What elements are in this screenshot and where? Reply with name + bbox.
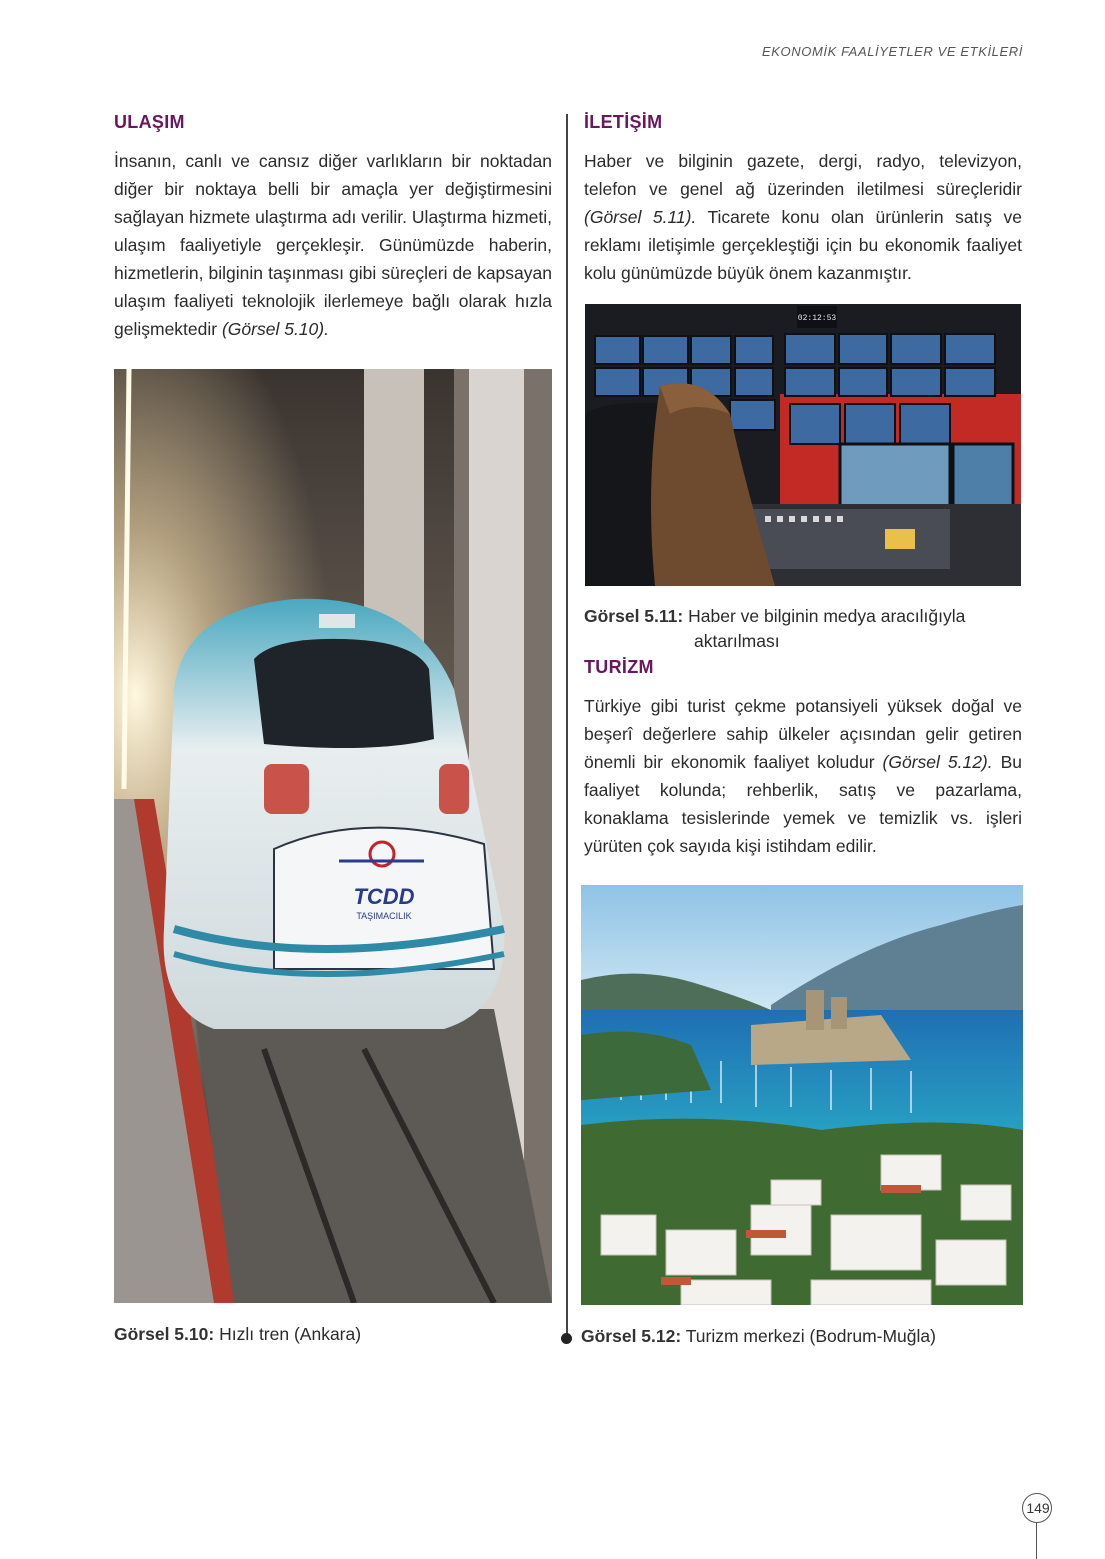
turizm-paragraph: Türkiye gibi turist çekme potansiyeli yüksek doğal ve beşerî değerlere sahip ülkeler açısından gelir getiren önemli bir ekonomik faaliyet koludur (Görsel 5.12). Bu faaliyet kolunda; rehberlik, satış ve pazarlama, konaklama tesislerinde yemek ve temizlik vs. işleri yürüten çok sayıda kişi istihdam edilir. [584,696,1022,856]
section-heading-turizm: TURİZM [584,657,654,677]
figure-reference: (Görsel 5.11). [584,207,697,227]
caption-text: Hızlı tren (Ankara) [219,1324,362,1344]
divider-dot [561,1333,572,1344]
train-photo [114,369,552,1303]
caption-label: Görsel 5.11: [584,606,684,626]
section-heading-ulasim: ULAŞIM [114,112,185,132]
right-column-top [584,112,1022,287]
figure-reference: (Görsel 5.12). [882,752,993,772]
bodrum-photo [581,885,1023,1305]
page-number-badge [1022,1493,1052,1523]
left-column [114,112,552,343]
caption-text: Turizm merkezi (Bodrum-Muğla) [685,1326,936,1346]
running-header: EKONOMİK FAALİYETLER VE ETKİLERİ [762,44,1023,59]
section-heading-iletisim: İLETİŞİM [584,112,663,132]
control-room-photo [585,304,1021,586]
figure-reference: (Görsel 5.10). [221,319,329,339]
caption-text-line-1: Haber ve bilginin medya aracılığıyla [688,606,966,626]
page-number-line [1036,1522,1037,1559]
tcdd-logo-subtitle: TAŞIMACILIK [356,911,412,921]
caption-label: Görsel 5.10: [114,1324,215,1344]
screen-clock: 02:12:53 [797,314,837,323]
caption-gorsel-5-12 [581,1324,936,1349]
caption-text-line-2: aktarılması [694,631,780,651]
caption-gorsel-5-10 [114,1322,361,1347]
iletisim-paragraph: Haber ve bilginin gazete, dergi, radyo, televizyon, telefon ve genel ağ üzerinden iletilmesi süreçleridir (Görsel 5.11). Ticarete konu olan ürünlerin satış ve reklamı iletişimle gerçekleştiği için bu ekonomik faaliyet kolu günümüzde büyük önem kazanmıştır. [584,151,1023,283]
right-column-bottom [584,657,1022,860]
caption-label: Görsel 5.12: [581,1326,682,1346]
caption-gorsel-5-11 [584,604,1024,654]
tcdd-logo-text: TCDD [353,884,415,909]
page-number: 149 [1026,1500,1050,1516]
column-divider [566,114,568,1338]
ulasim-paragraph: İnsanın, canlı ve cansız diğer varlıkların bir noktadan diğer bir noktaya belli bir amaçla yer değiştirmesini sağlayan hizmete ulaştırma adı verilir. Ulaştırma hizmeti, ulaşım faaliyetiyle gerçekleşir. Günümüzde haberin, hizmetlerin, bilginin taşınması gibi süreçleri de kapsayan ulaşım faaliyeti teknolojik ilerlemeye bağlı olarak hızla gelişmektedir (Görsel 5.10). [114,151,552,339]
